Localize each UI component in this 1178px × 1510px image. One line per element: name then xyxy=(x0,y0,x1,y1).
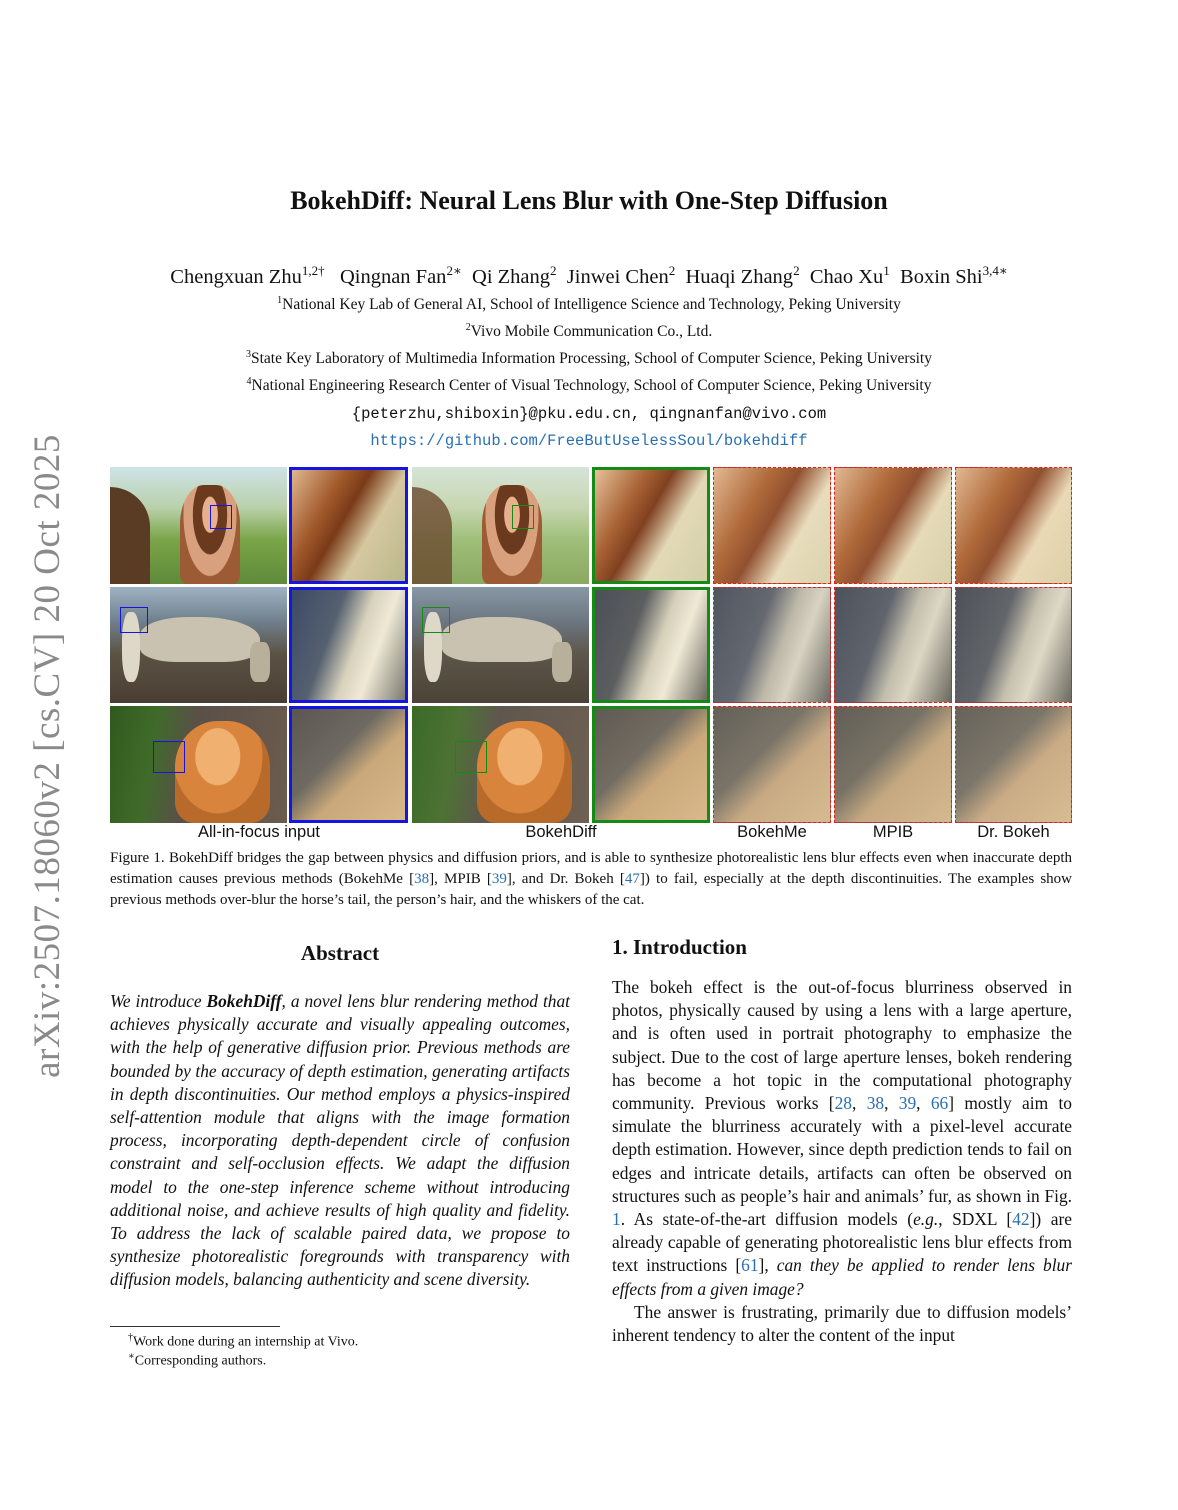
footnote: †Work done during an internship at Vivo. xyxy=(128,1332,359,1350)
zoom-box-blue xyxy=(120,607,148,633)
paper-title: BokehDiff: Neural Lens Blur with One-Step Diffusion xyxy=(290,186,888,215)
citation-link[interactable]: 61 xyxy=(741,1255,759,1276)
drbokeh-crop-portrait xyxy=(955,467,1072,584)
abstract-body: We introduce BokehDiff, a novel lens blur rendering method that achieves physically accurate and visually appealing outcomes, with the help of generative diffusion prior. Previous methods are bounded by the accuracy of depth estimation, generating artifacts in depth discontinuities. Our method employs a physics-inspired self-attention module that aligns with the image formation process, incorporating depth-dependent circle of confusion constraint and self-occlusion effects. We adapt the diffusion model to the one-step inference scheme without introducing additional noise, and achieve results of high quality and fidelity. To address the lack of scalable paired data, we propose to synthesize photorealistic foregrounds with transparency with diffusion models, balancing authenticity and scene diversity. xyxy=(110,991,570,1290)
intro-body xyxy=(612,976,1072,1347)
author: Qingnan Fan$^{2∗}$ xyxy=(339,263,462,288)
bokehdiff-image-horse xyxy=(412,587,589,703)
author: Boxin Shi$^{3,4∗}$ xyxy=(900,263,1008,288)
affiliation: $^4$National Engineering Research Center of Visual Technology, School of Computer Science, Peking University xyxy=(246,376,932,395)
author: Huaqi Zhang$^2$ xyxy=(685,263,800,288)
mpib-crop-cat xyxy=(834,706,952,823)
drbokeh-crop-horse xyxy=(955,587,1072,703)
column-label: MPIB xyxy=(872,823,914,841)
affiliation: $^2$Vivo Mobile Communication Co., Ltd. xyxy=(465,322,713,341)
repo-link[interactable]: https://github.com/FreeButUselessSoul/bokehdiff xyxy=(370,432,808,450)
affiliation: $^3$State Key Laboratory of Multimedia Information Processing, School of Computer Science, Peking University xyxy=(245,349,932,368)
footnote-rule xyxy=(110,1326,280,1327)
paragraph: The bokeh effect is the out-of-focus blurriness observed in photos, physically caused by using a lens with a large aperture, and is often used in portrait photography to emphasize the subject. Due to the cost of large aperture lenses, bokeh rendering has become a hot topic in the computational photography community. Previous works [28, 38, 39, 66] mostly aim to simulate the blurriness accurately with a pixel-level accurate depth estimation. However, since depth prediction tends to fail on edges and intricate details, artifacts can often be observed on structures such as people’s hair and animals’ fur, as shown in Fig. 1. As state-of-the-art diffusion models (e.g., SDXL [42]) are already capable of generating photorealistic lens blur effects from text instructions [61], can they be applied to render lens blur effects from a given image? xyxy=(612,977,1073,1299)
zoom-box-green xyxy=(422,607,450,633)
column-label: BokehDiff xyxy=(525,823,597,841)
input-crop-cat xyxy=(289,706,408,823)
author: Jinwei Chen$^2$ xyxy=(566,263,676,288)
input-image-portrait xyxy=(110,467,287,584)
zoom-box-blue xyxy=(210,505,232,529)
bokehdiff-crop-horse xyxy=(592,587,710,703)
citation-link[interactable]: 66 xyxy=(930,1093,949,1114)
bokehdiff-crop-cat xyxy=(592,706,710,823)
author: Chengxuan Zhu$^{1,2\dagger}$ xyxy=(170,263,325,288)
figure-ref-link[interactable]: 1 xyxy=(612,1209,621,1230)
paragraph: The answer is frustrating, primarily due to diffusion models’ inherent tendency to alter the content of the input xyxy=(612,1301,1072,1346)
section-heading: 1. Introduction xyxy=(612,935,747,959)
bokehdiff-crop-portrait xyxy=(592,467,710,584)
zoom-box-blue xyxy=(153,741,185,773)
author: Qi Zhang$^2$ xyxy=(472,263,557,288)
abstract-heading: Abstract xyxy=(300,941,380,965)
drbokeh-crop-cat xyxy=(955,706,1072,823)
mpib-crop-portrait xyxy=(834,467,952,584)
column-label: Dr. Bokeh xyxy=(977,823,1050,841)
figure-caption: Figure 1. BokehDiff bridges the gap between physics and diffusion priors, and is able to synthesize photorealistic lens blur effects even when inaccurate depth estimation causes previous methods (BokehMe [38], MPIB [39], and Dr. Bokeh [47]) to fail, especially at the depth discontinuities. The examples show previous methods over-blur the horse’s tail, the person’s hair, and the whiskers of the cat. xyxy=(110,850,1073,908)
contact-emails: {peterzhu,shiboxin}@pku.edu.cn, qingnanfan@vivo.com xyxy=(351,405,827,423)
column-label: All-in-focus input xyxy=(198,823,320,841)
column-label: BokehMe xyxy=(737,823,807,841)
citation-link[interactable]: 39 xyxy=(491,871,507,887)
zoom-box-green xyxy=(455,741,487,773)
bokehdiff-image-portrait xyxy=(412,467,589,584)
input-image-cat xyxy=(110,706,287,823)
zoom-box-green xyxy=(512,505,534,529)
citation-link[interactable]: 28 xyxy=(834,1093,852,1114)
bokehdiff-image-cat xyxy=(412,706,589,823)
bokehme-crop-cat xyxy=(713,706,831,823)
footnote: ∗Corresponding authors. xyxy=(128,1351,267,1369)
arxiv-side-stamp: arXiv:2507.18060v2 [cs.CV] 20 Oct 2025 xyxy=(27,434,68,1078)
input-image-horse xyxy=(110,587,287,703)
bokehme-crop-portrait xyxy=(713,467,831,584)
citation-link[interactable]: 38 xyxy=(414,871,430,887)
author: Chao Xu$^1$ xyxy=(809,263,890,288)
citation-link[interactable]: 47 xyxy=(624,871,640,887)
input-crop-horse xyxy=(289,587,408,703)
citation-link[interactable]: 38 xyxy=(866,1093,885,1114)
citation-link[interactable]: 39 xyxy=(898,1093,917,1114)
author-list xyxy=(0,263,1178,289)
input-crop-portrait xyxy=(289,467,408,584)
citation-link[interactable]: 42 xyxy=(1012,1209,1030,1230)
mpib-crop-horse xyxy=(834,587,952,703)
bokehme-crop-horse xyxy=(713,587,831,703)
affiliation: $^1$National Key Lab of General AI, School of Intelligence Science and Technology, Peking University xyxy=(277,295,901,314)
